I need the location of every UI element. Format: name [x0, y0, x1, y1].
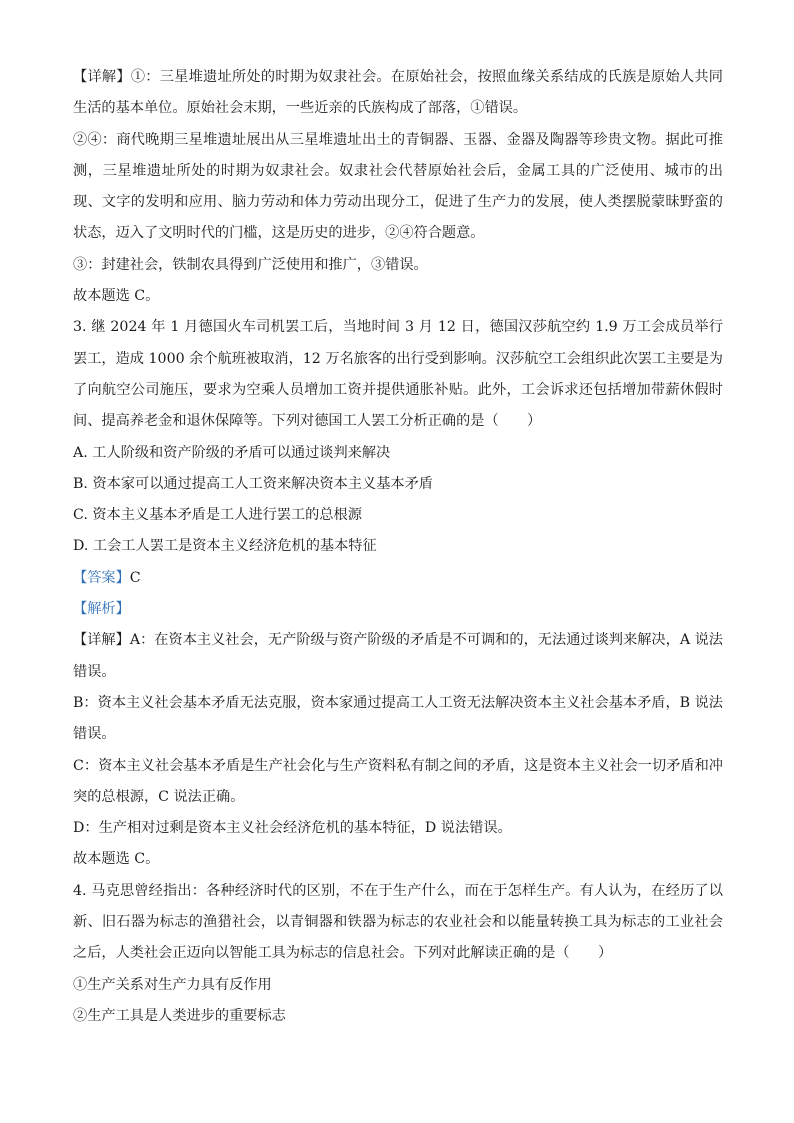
analysis-tag: 【解析】: [73, 601, 130, 618]
question-3-detail-b: B：资本主义社会基本矛盾无法克服，资本家通过提高工人工资无法解决资本主义社会基本矛盾，B 说法错误。: [73, 694, 723, 743]
answer-tag: 【答案】: [73, 569, 130, 586]
question-3-option-b: B. 资本家可以通过提高工人工资来解决资本主义基本矛盾: [73, 475, 433, 492]
question-3-conclusion: 故本题选 C。: [73, 851, 160, 868]
question-4-stem: 4. 马克思曾经指出：各种经济时代的区别，不在于生产什么，而在于怎样生产。有人认为，在经历了以新、旧石器为标志的渔猎社会，以青铜器和铁器为标志的农业社会和以能量转换工具为标志的工业社会之后，人类社会正迈向以智能工具为标志的信息社会。下列对此解读正确的是（ ）: [73, 882, 723, 962]
question-3-detail-c: C：资本主义社会基本矛盾是生产社会化与生产资料私有制之间的矛盾，这是资本主义社会一切矛盾和冲突的总根源，C 说法正确。: [73, 757, 723, 805]
question-3-option-d: D. 工会工人罢工是资本主义经济危机的基本特征: [73, 538, 377, 555]
detail-tag: 【详解】: [73, 632, 130, 649]
question-3-option-c: C. 资本主义基本矛盾是工人进行罢工的总根源: [73, 507, 362, 524]
detail-tag: 【详解】: [73, 69, 131, 85]
question-3-detail-d: D：生产相对过剩是资本主义社会经济危机的基本特征，D 说法错误。: [73, 820, 512, 837]
prev-detail-paragraph-1: 【详解】①：三星堆遗址所处的时期为奴隶社会。在原始社会，按照血缘关系结成的氏族是原始人共同生活的基本单位。原始社会末期，一些近亲的氏族构成了部落，①错误。: [73, 69, 723, 117]
question-4-item-2: ②生产工具是人类进步的重要标志: [73, 1007, 286, 1024]
question-4-item-1: ①生产关系对生产力具有反作用: [73, 976, 272, 993]
question-3-analysis-heading: [73, 594, 723, 625]
question-3-answer: [73, 563, 723, 594]
prev-detail-paragraph-3: ③：封建社会，铁制农具得到广泛使用和推广，③错误。: [73, 256, 428, 273]
prev-conclusion: 故本题选 C。: [73, 288, 160, 305]
answer-value: C: [129, 569, 141, 586]
document-page: [73, 62, 723, 1032]
question-3-detail-a: 【详解】A：在资本主义社会，无产阶级与资产阶级的矛盾是不可调和的，无法通过谈判来解决，A 说法错误。: [73, 632, 723, 680]
prev-detail-paragraph-2: ②④：商代晚期三星堆遗址展出从三星堆遗址出土的青铜器、玉器、金器及陶器等珍贵文物。据此可推测，三星堆遗址所处的时期为奴隶社会。奴隶社会代替原始社会后，金属工具的广泛使用、城市的出现、文字的发明和应用、脑力劳动和体力劳动出现分工，促进了生产力的发展，使人类摆脱蒙昧野蛮的状态，迈入了文明时代的门槛，这是历史的进步，②④符合题意。: [73, 131, 723, 242]
question-3-stem: 3. 继 2024 年 1 月德国火车司机罢工后，当地时间 3 月 12 日，德国汉莎航空约 1.9 万工会成员举行罢工，造成 1000 余个航班被取消，12 万名旅客的出行受到影响。汉莎航空工会组织此次罢工主要是为了向航空公司施压，要求为空乘人员增加工资并提供通胀补贴。此外，工会诉求还包括增加带薪休假时间、提高养老金和退休保障等。下列对德国工人罢工分析正确的是（ ）: [73, 319, 723, 430]
question-3-option-a: A. 工人阶级和资产阶级的矛盾可以通过谈判来解决: [73, 444, 391, 461]
